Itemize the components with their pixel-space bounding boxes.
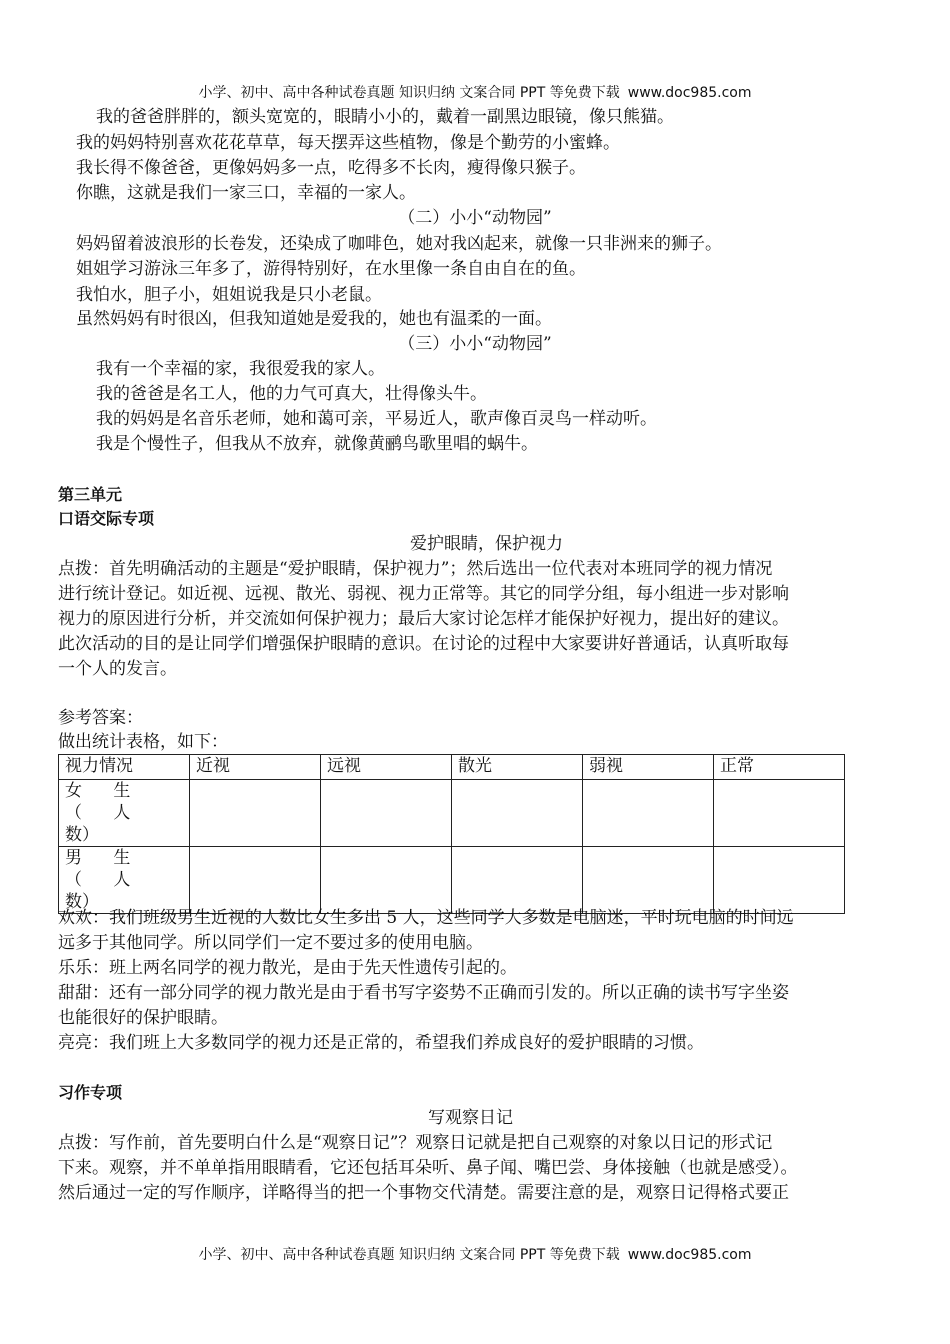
- paragraph-line: 我的妈妈特别喜欢花花草草，每天摆弄这些植物，像是个勤劳的小蜜蜂。: [76, 133, 620, 153]
- table-header-cell: 近视: [190, 755, 321, 780]
- section-title: （三）小小“动物园”: [398, 334, 552, 354]
- paragraph-line: 我是个慢性子，但我从不放弃，就像黄鹂鸟歌里唱的蜗牛。: [96, 434, 538, 454]
- table-intro: 做出统计表格，如下：: [58, 732, 228, 752]
- writing-title: 写观察日记: [428, 1108, 513, 1128]
- table-cell: [714, 847, 845, 914]
- oral-heading: 口语交际专项: [58, 509, 155, 528]
- table-cell: [583, 847, 714, 914]
- paragraph-line: 虽然妈妈有时很凶，但我知道她是爱我的，她也有温柔的一面。: [76, 309, 552, 329]
- paragraph-line: 你瞧，这就是我们一家三口，幸福的一家人。: [76, 183, 416, 203]
- vision-stats-table: [58, 754, 845, 914]
- row-label-part: 数）: [65, 892, 99, 912]
- paragraph-line: 妈妈留着波浪形的长卷发，还染成了咖啡色，她对我凶起来，就像一只非洲来的狮子。: [76, 234, 722, 254]
- hint-line: 一个人的发言。: [58, 659, 177, 679]
- table-header-cell: 散光: [452, 755, 583, 780]
- table-cell: [321, 780, 452, 847]
- row-label-part: 数）: [65, 825, 99, 845]
- writing-line: 然后通过一定的写作顺序，详略得当的把一个事物交代清楚。需要注意的是，观察日记得格式要正: [58, 1183, 789, 1203]
- hint-line: 点拨：首先明确活动的主题是“爱护眼睛，保护视力”；然后选出一位代表对本班同学的视力情况: [58, 559, 773, 579]
- header-text: 小学、初中、高中各种试卷真题 知识归纳 文案合同 PPT 等免费下载: [198, 85, 620, 101]
- writing-heading: 习作专项: [58, 1083, 123, 1102]
- answer-label: 参考答案：: [58, 708, 143, 728]
- paragraph-line: 我怕水，胆子小，姐姐说我是只小老鼠。: [76, 285, 382, 305]
- hint-line: 视力的原因进行分析，并交流如何保护视力；最后大家讨论怎样才能保护好视力，提出好的建议。: [58, 609, 789, 629]
- table-cell: [190, 847, 321, 914]
- paragraph-line: 我长得不像爸爸，更像妈妈多一点，吃得多不长肉，瘦得像只猴子。: [76, 158, 586, 178]
- table-cell: [714, 780, 845, 847]
- footer-site[interactable]: www.doc985.com: [627, 1247, 752, 1263]
- table-header-cell: 弱视: [583, 755, 714, 780]
- page-header: [0, 84, 950, 102]
- dialogue-line: 也能很好的保护眼睛。: [58, 1008, 228, 1028]
- page-footer: [0, 1246, 950, 1264]
- dialogue-line: 远多于其他同学。所以同学们一定不要过多的使用电脑。: [58, 933, 483, 953]
- row-label-part: 女 生 （ 人: [65, 781, 144, 823]
- table-header-row: [59, 755, 845, 780]
- row-label-cell: [59, 847, 190, 914]
- table-cell: [583, 780, 714, 847]
- dialogue-line: 亮亮：我们班上大多数同学的视力还是正常的，希望我们养成良好的爱护眼睛的习惯。: [58, 1033, 704, 1053]
- table-cell: [452, 780, 583, 847]
- row-label-part: 男 生 （ 人: [65, 848, 144, 890]
- paragraph-line: 我的妈妈是名音乐老师，她和蔼可亲，平易近人，歌声像百灵鸟一样动听。: [96, 409, 657, 429]
- writing-line: 点拨：写作前，首先要明白什么是“观察日记”？观察日记就是把自己观察的对象以日记的形式记: [58, 1133, 773, 1153]
- table-cell: [321, 847, 452, 914]
- dialogue-line: 欢欢：我们班级男生近视的人数比女生多出 5 人，这些同学大多数是电脑迷，平时玩电脑的时间远: [58, 908, 794, 928]
- table-cell: [190, 780, 321, 847]
- hint-line: 此次活动的目的是让同学们增强保护眼睛的意识。在讨论的过程中大家要讲好普通话，认真听取每: [58, 634, 789, 654]
- paragraph-line: 我有一个幸福的家，我很爱我的家人。: [96, 359, 385, 379]
- paragraph-line: 我的爸爸是名工人，他的力气可真大，壮得像头牛。: [96, 384, 487, 404]
- table-cell: [452, 847, 583, 914]
- paragraph-line: 我的爸爸胖胖的，额头宽宽的，眼睛小小的，戴着一副黑边眼镜，像只熊猫。: [96, 107, 674, 127]
- hint-line: 进行统计登记。如近视、远视、散光、弱视、视力正常等。其它的同学分组，每小组进一步对影响: [58, 584, 789, 604]
- dialogue-line: 甜甜：还有一部分同学的视力散光是由于看书写字姿势不正确而引发的。所以正确的读书写字坐姿: [58, 983, 789, 1003]
- table-row: [59, 780, 845, 847]
- writing-line: 下来。观察，并不单单指用眼睛看，它还包括耳朵听、鼻子闻、嘴巴尝、身体接触（也就是感受）。: [58, 1158, 798, 1178]
- table-row: [59, 847, 845, 914]
- table-header-cell: 远视: [321, 755, 452, 780]
- row-label-cell: [59, 780, 190, 847]
- oral-title: 爱护眼睛，保护视力: [410, 534, 563, 554]
- footer-text: 小学、初中、高中各种试卷真题 知识归纳 文案合同 PPT 等免费下载: [198, 1247, 620, 1263]
- table-header-cell: 视力情况: [59, 755, 190, 780]
- table-header-cell: 正常: [714, 755, 845, 780]
- section-title: （二）小小“动物园”: [398, 208, 552, 228]
- unit-title: 第三单元: [58, 485, 123, 504]
- paragraph-line: 姐姐学习游泳三年多了，游得特别好，在水里像一条自由自在的鱼。: [76, 259, 586, 279]
- dialogue-line: 乐乐：班上两名同学的视力散光，是由于先天性遗传引起的。: [58, 958, 517, 978]
- header-site[interactable]: www.doc985.com: [627, 85, 752, 101]
